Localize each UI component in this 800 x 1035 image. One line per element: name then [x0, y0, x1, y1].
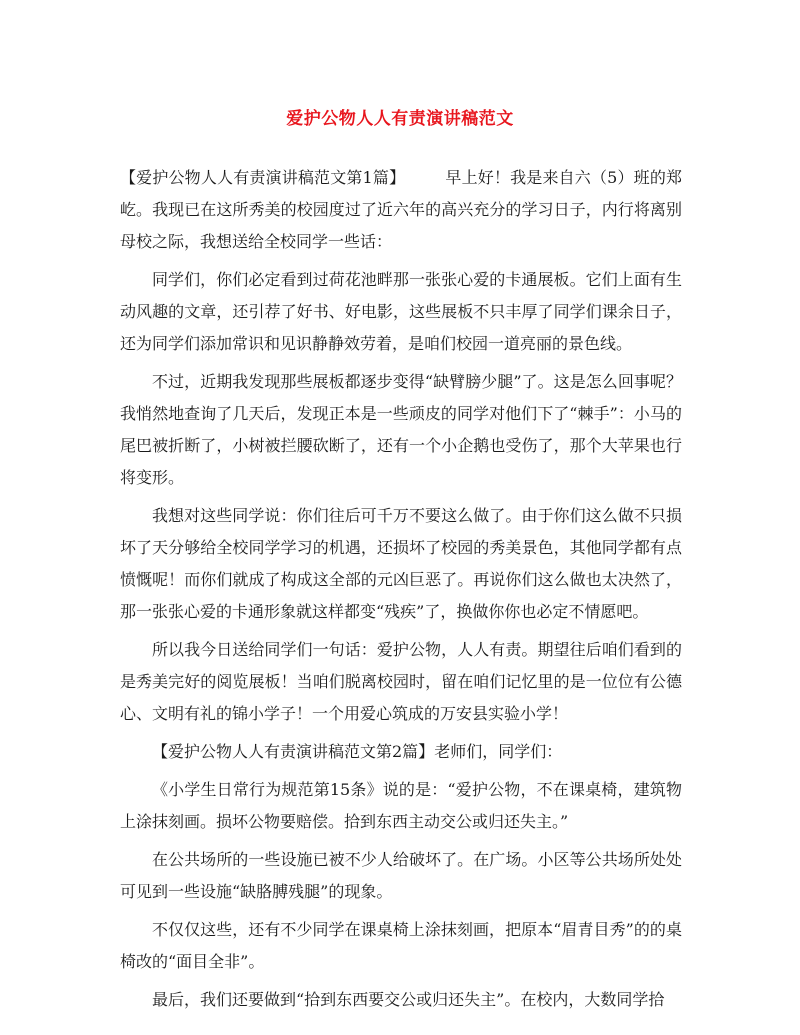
paragraph: 不仅仅这些，还有不少同学在课桌椅上涂抹刻画，把原本“眉青目秀”的的桌椅改的“面目全非”。 — [120, 920, 682, 971]
section1-intro-paragraph — [120, 162, 682, 258]
paragraph: 同学们，你们必定看到过荷花池畔那一张张心爱的卡通展板。它们上面有生动风趣的文章，还引荐了好书、好电影，这些展板不只丰厚了同学们课余日子，还为同学们添加常识和见识静静效劳着，是咱们校园一道亮丽的景色线。 — [120, 270, 682, 353]
document-body — [120, 162, 682, 1022]
paragraph: 在公共场所的一些设施已被不少人给破坏了。在广场。小区等公共场所处处可见到一些设施“缺胳膊残腿”的现象。 — [120, 850, 682, 901]
paragraph: 我想对这些同学说：你们往后可千万不要这么做了。由于你们这么做不只损坏了天分够给全校同学学习的机遇，还损坏了校园的秀美景色，其他同学都有点愤慨呢！而你们就成了构成这全部的元凶巨恶了。再说你们这么做也太决然了，那一张张心爱的卡通形象就这样都变“残疾”了，换做你你也必定不情愿吧。 — [120, 506, 682, 621]
paragraph: 《小学生日常行为规范第15条》说的是：“爱护公物，不在课桌椅，建筑物上涂抹刻画。损坏公物要赔偿。拾到东西主动交公或归还失主。” — [120, 780, 682, 831]
paragraph: 最后，我们还要做到“拾到东西要交公或归还失主”。在校内，大数同学拾 — [152, 990, 665, 1009]
section2-heading: 【爱护公物人人有责演讲稿范文第2篇】 — [152, 742, 435, 761]
paragraph: 所以我今日送给同学们一句话：爱护公物，人人有责。期望往后咱们看到的是秀美完好的阅览展板！当咱们脱离校园时，留在咱们记忆里的是一位位有公德心、文明有礼的锦小学子！一个用爱心筑成的万安县实验小学！ — [120, 640, 682, 723]
section1-heading: 【爱护公物人人有责演讲稿范文第1篇】 — [120, 168, 406, 187]
document-title: 爱护公物人人有责演讲稿范文 — [286, 109, 514, 129]
paragraph: 不过，近期我发现那些展板都逐步变得“缺臂膀少腿”了。这是怎么回事呢？我悄然地查询了几天后，发现正本是一些顽皮的同学对他们下了“棘手”：小马的尾巴被折断了，小树被拦腰砍断了，还有一个小企鹅也受伤了，那个大苹果也行将变形。 — [120, 372, 682, 487]
section1-opening-text: 早上好！我是来自六（5）班的郑屹。我现已在这所秀美的校园度过了近六年的高兴充分的学习日子，内行将离别母校之际，我想送给全校同学一些话： — [120, 168, 682, 251]
section2-opening-text: 老师们，同学们： — [434, 742, 563, 761]
section2-intro-paragraph — [120, 736, 682, 768]
